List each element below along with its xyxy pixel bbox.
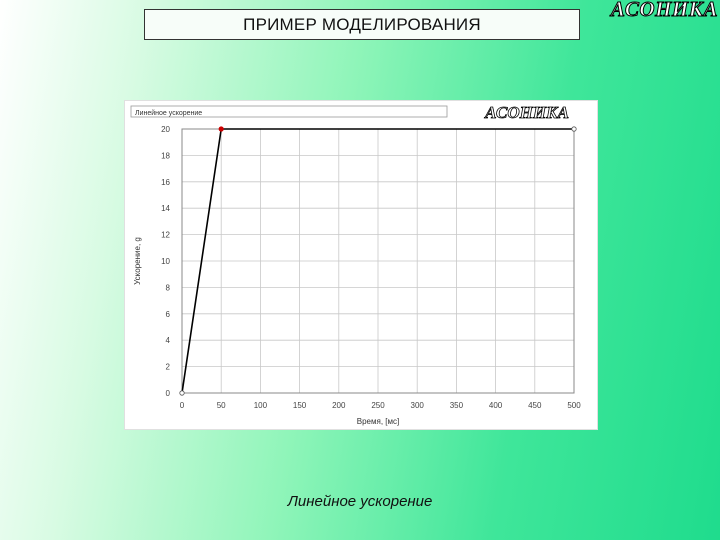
y-tick-label: 4 (165, 336, 170, 346)
x-tick-label: 50 (216, 401, 226, 410)
y-tick-label: 8 (165, 283, 170, 293)
legend-label: Линейное ускорение (135, 110, 203, 117)
y-tick-label: 14 (161, 204, 170, 214)
y-tick-label: 20 (161, 125, 170, 134)
x-tick-label: 300 (410, 401, 424, 410)
y-tick-label: 6 (165, 309, 170, 319)
y-tick-label: 2 (165, 362, 170, 372)
x-tick-label: 200 (332, 401, 346, 410)
y-tick-label: 12 (161, 230, 170, 240)
data-point (180, 391, 184, 395)
slide-caption: Линейное ускорение (287, 493, 433, 510)
x-tick-label: 250 (371, 401, 385, 410)
x-tick-label: 500 (567, 401, 581, 410)
chart-panel (124, 100, 598, 430)
data-point (219, 127, 223, 131)
y-tick-label: 10 (161, 257, 170, 266)
x-tick-label: 450 (528, 401, 542, 410)
brand-logo: АСОНИКА (610, 0, 718, 21)
slide-title: ПРИМЕР МОДЕЛИРОВАНИЯ (144, 9, 580, 40)
data-point (572, 127, 576, 131)
x-tick-label: 0 (179, 401, 185, 410)
x-tick-label: 100 (253, 401, 268, 410)
line-chart (125, 101, 599, 431)
x-tick-label: 150 (292, 401, 307, 410)
x-tick-label: 350 (449, 401, 464, 410)
y-tick-label: 16 (161, 177, 170, 187)
y-tick-label: 0 (165, 389, 170, 398)
x-axis-label: Время, [мс] (356, 417, 400, 426)
y-tick-label: 18 (161, 151, 170, 161)
y-axis-label: Ускорение, g (133, 237, 142, 285)
chart-logo: АСОНИКА (485, 103, 569, 122)
x-tick-label: 400 (488, 401, 503, 410)
